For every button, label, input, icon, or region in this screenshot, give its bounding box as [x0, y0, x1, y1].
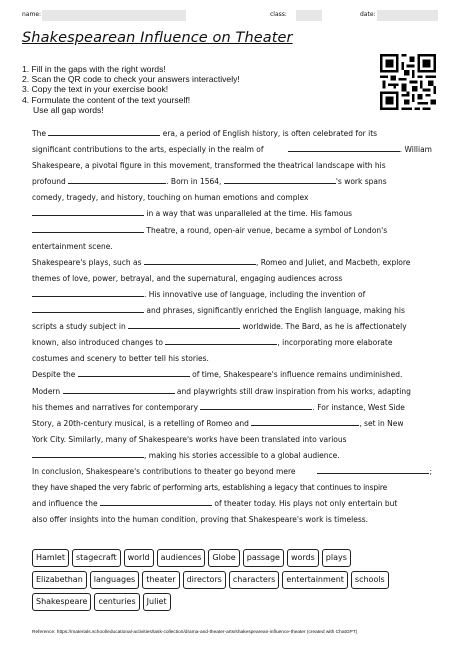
gap-blank[interactable] [224, 174, 336, 184]
text-line: , making his stories accessible to a global audience. [32, 448, 340, 464]
page-title: Shakespearean Influence on Theater [22, 30, 293, 46]
name-field[interactable] [42, 10, 186, 21]
word-chip[interactable]: plays [322, 549, 351, 567]
text-line: scripts a study subject in worldwide. The Bard, as he is affectionately [32, 319, 407, 335]
gap-blank[interactable] [32, 303, 144, 313]
instruction-2: 2. Scan the QR code to check your answers interactively! [22, 74, 240, 85]
gap-text [32, 126, 432, 528]
date-field[interactable] [377, 10, 438, 21]
gap-blank[interactable] [32, 223, 144, 233]
name-label: name: [22, 11, 42, 18]
text-line: costumes and scenery to better tell his stories. [32, 354, 209, 364]
word-chip[interactable]: Globe [208, 549, 239, 567]
word-chip[interactable]: passage [243, 549, 284, 567]
text-line: Story, a 20th-century musical, is a retelling of Romeo and , set in New [32, 416, 403, 432]
word-chip[interactable]: centuries [94, 593, 139, 611]
text-line: they have shaped the very fabric of performing arts, establishing a legacy that continues to inspire [32, 483, 388, 493]
instructions [22, 64, 240, 115]
class-label: class: [270, 11, 287, 18]
qr-code-icon[interactable] [380, 54, 436, 110]
text-line: In conclusion, Shakespeare's contributions to theater go beyond mere [32, 466, 296, 476]
text-line: York City. Similarly, many of Shakespeare's works have been translated into various [32, 434, 347, 444]
text-line: Modern and playwrights still draw inspiration from his works, adapting [32, 384, 411, 400]
gap-blank[interactable] [128, 319, 240, 329]
word-chip[interactable]: Hamlet [32, 549, 69, 567]
word-chip[interactable]: languages [90, 571, 139, 589]
word-chip[interactable]: Shakespeare [32, 593, 91, 611]
reference-footer: Reference: https://materials.school/educational-activities/task-collection/drama-and-theater-arts/shakespearean-influence-theater (created with ChatGPT) [32, 630, 358, 635]
word-chip[interactable]: Juliet [143, 593, 171, 611]
text-line: Shakespeare, a pivotal figure in this movement, transformed the theatrical landscape with his [32, 161, 386, 171]
text-line: known, also introduced changes to , incorporating more elaborate [32, 335, 392, 351]
text-line: in a way that was unparalleled at the time. His famous [32, 206, 352, 222]
text-line: Despite the of time, Shakespeare's influence remains undiminished. [32, 367, 402, 383]
gap-blank[interactable] [165, 335, 277, 345]
gap-blank[interactable] [68, 174, 166, 184]
text-line: themes of love, power, betrayal, and the supernatural, engaging audiences across [32, 273, 343, 283]
gap-blank[interactable] [32, 206, 144, 216]
gap-blank[interactable] [78, 367, 190, 377]
word-chip[interactable]: audiences [157, 549, 206, 567]
instruction-5: Use all gap words! [33, 104, 104, 115]
word-bank [32, 549, 432, 615]
text-line: and influence the of theater today. His plays not only entertain but [32, 496, 397, 512]
instruction-3: 3. Copy the text in your exercise book! [22, 84, 169, 95]
gap-blank[interactable] [317, 464, 429, 474]
gap-blank[interactable] [32, 448, 144, 458]
gap-blank[interactable] [144, 255, 256, 265]
text-line: Shakespeare's plays, such as , Romeo and Juliet, and Macbeth, explore [32, 255, 410, 271]
text-line: . His innovative use of language, including the invention of [32, 287, 365, 303]
date-label: date: [360, 11, 376, 18]
gap-blank[interactable] [200, 400, 312, 410]
gap-blank[interactable] [251, 416, 359, 426]
text-line: entertainment scene. [32, 241, 113, 251]
text-line: also offer insights into the human condition, proving that Shakespeare's work is timeless. [32, 515, 369, 525]
word-chip[interactable]: characters [229, 571, 279, 589]
word-chip[interactable]: Elizabethan [32, 571, 87, 589]
word-chip[interactable]: schools [351, 571, 389, 589]
text-line: ; [317, 464, 432, 480]
instruction-1: 1. Fill in the gaps with the right words! [22, 64, 166, 74]
text-line: Theatre, a round, open-air venue, became a symbol of London's [32, 223, 387, 239]
word-chip[interactable]: directors [183, 571, 226, 589]
word-chip[interactable]: world [124, 549, 154, 567]
text-line: The era, a period of English history, is often celebrated for its [32, 126, 377, 142]
gap-blank[interactable] [288, 142, 400, 152]
word-chip[interactable]: entertainment [282, 571, 348, 589]
text-line: significant contributions to the arts, especially in the realm of [32, 145, 264, 155]
gap-blank[interactable] [63, 384, 175, 394]
gap-blank[interactable] [32, 287, 144, 297]
word-chip[interactable]: stagecraft [72, 549, 121, 567]
gap-blank[interactable] [48, 126, 160, 136]
text-line: . William [288, 142, 432, 158]
instruction-4: 4. Formulate the content of the text yourself! [22, 94, 191, 105]
class-field[interactable] [296, 10, 322, 21]
word-chip[interactable]: theater [142, 571, 179, 589]
text-line: comedy, tragedy, and history, touching on human emotions and complex [32, 193, 309, 203]
text-line: and phrases, significantly enriched the English language, making his [32, 303, 405, 319]
text-line: profound . Born in 1564, 's work spans [32, 174, 387, 190]
text-line: his themes and narratives for contemporary . For instance, West Side [32, 400, 405, 416]
word-chip[interactable]: words [287, 549, 319, 567]
gap-blank[interactable] [100, 496, 212, 506]
